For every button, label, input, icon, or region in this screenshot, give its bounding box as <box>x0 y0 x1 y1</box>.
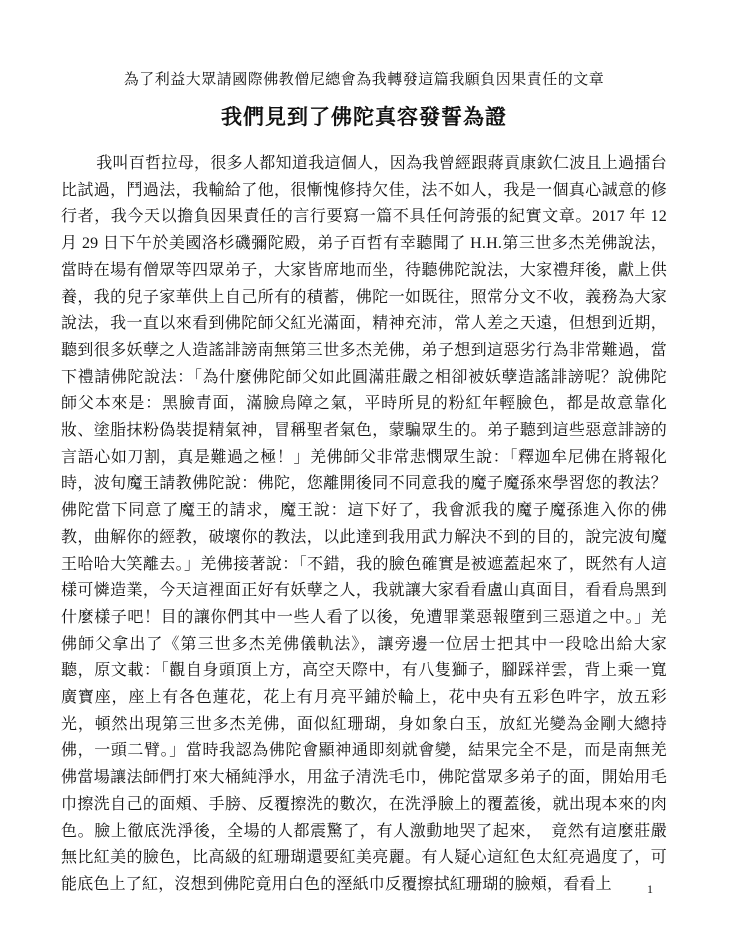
document-title: 我們見到了佛陀真容發誓為證 <box>221 105 507 129</box>
page-number: 1 <box>647 882 653 896</box>
document-subtitle: 為了利益大眾請國際佛教僧尼總會為我轉發這篇我願負因果責任的文章 <box>123 72 605 88</box>
document-body-paragraph: 我叫百哲拉母，很多人都知道我這個人，因為我曾經跟蔣貢康欽仁波且上過擂台比試過，鬥過法，我輸給了他，很慚愧修持欠佳，法不如人，我是一個真心誠意的修行者，我今天以擔負因果責任的言行要寫一篇不具任何誇張的紀實文章。2017 年 12 月 29 日下午於美國洛杉磯彌陀殿，弟子百哲有幸聽聞了 H.H.第三世多杰羌佛說法，當時在場有僧眾等四眾弟子，大家皆席地而坐，待聽佛陀說法，大家禮拜後，獻上供養，我的兒子家華供上自己所有的積蓄，佛陀一如既往，照常分文不收，義務為大家說法，我一直以來看到佛陀師父紅光滿面，精神充沛，常人差之天遠，但想到近期，聽到很多妖孽之人造謠誹謗南無第三世多杰羌佛，弟子想到這惡劣行為非常難過，當下禮請佛陀說法：「為什麼佛陀師父如此圓滿莊嚴之相卻被妖孽造謠誹謗呢？說佛陀師父本來是：黑臉青面，滿臉烏障之氣，平時所見的粉紅年輕臉色，都是故意靠化妝、塗脂抹粉偽裝提精氣神，冒稱聖者氣色，蒙騙眾生的。弟子聽到這些惡意誹謗的言語心如刀割，真是難過之極！」羌佛師父非常悲憫眾生說：「釋迦牟尼佛在將報化時，波旬魔王請教佛陀說：佛陀，您離開後同不同意我的魔子魔孫來學習您的教法？佛陀當下同意了魔王的請求，魔王說：這下好了，我會派我的魔子魔孫進入你的佛教，曲解你的經教，破壞你的教法，以此達到我用武力解決不到的目的，說完波旬魔王哈哈大笑離去。」羌佛接著說：「不錯，我的臉色確實是被遮蓋起來了，既然有人這樣可憐造業，今天這裡面正好有妖孽之人，我就讓大家看看盧山真面目，看看烏黑到什麼樣子吧！目的讓你們其中一些人看了以後，免遭罪業惡報墮到三惡道之中。」羌佛師父拿出了《第三世多杰羌佛儀軌法》，讓旁邊一位居士把其中一段唸出給大家聽，原文載：「觀自身頭頂上方，高空天際中，有八隻獅子，腳踩祥雲，背上乘一寬廣寶座，座上有各色蓮花，花上有月亮平鋪於輪上，花中央有五彩色吽字，放五彩光，頓然出現第三世多杰羌佛，面似紅珊瑚，身如象白玉，放紅光變為金剛大總持佛，一頭二臂。」當時我認為佛陀會顯神通即刻就會變，結果完全不是，而是南無羌佛當場讓法師們打來大桶純淨水，用盆子清洗毛巾，佛陀當眾多弟子的面，開始用毛巾擦洗自己的面頰、手膀、反覆擦洗的數次，在洗淨臉上的覆蓋後，就出現本來的肉色。臉上徹底洗淨後，全場的人都震驚了，有人激動地哭了起來， 竟然有這麼莊嚴無比紅美的臉色，比高級的紅珊瑚還要紅美亮麗。有人疑心這紅色太紅亮過度了，可能底色上了紅，沒想到佛陀竟用白色的溼紙巾反覆擦拭紅珊瑚的臉頰，看看上 <box>61 155 667 893</box>
